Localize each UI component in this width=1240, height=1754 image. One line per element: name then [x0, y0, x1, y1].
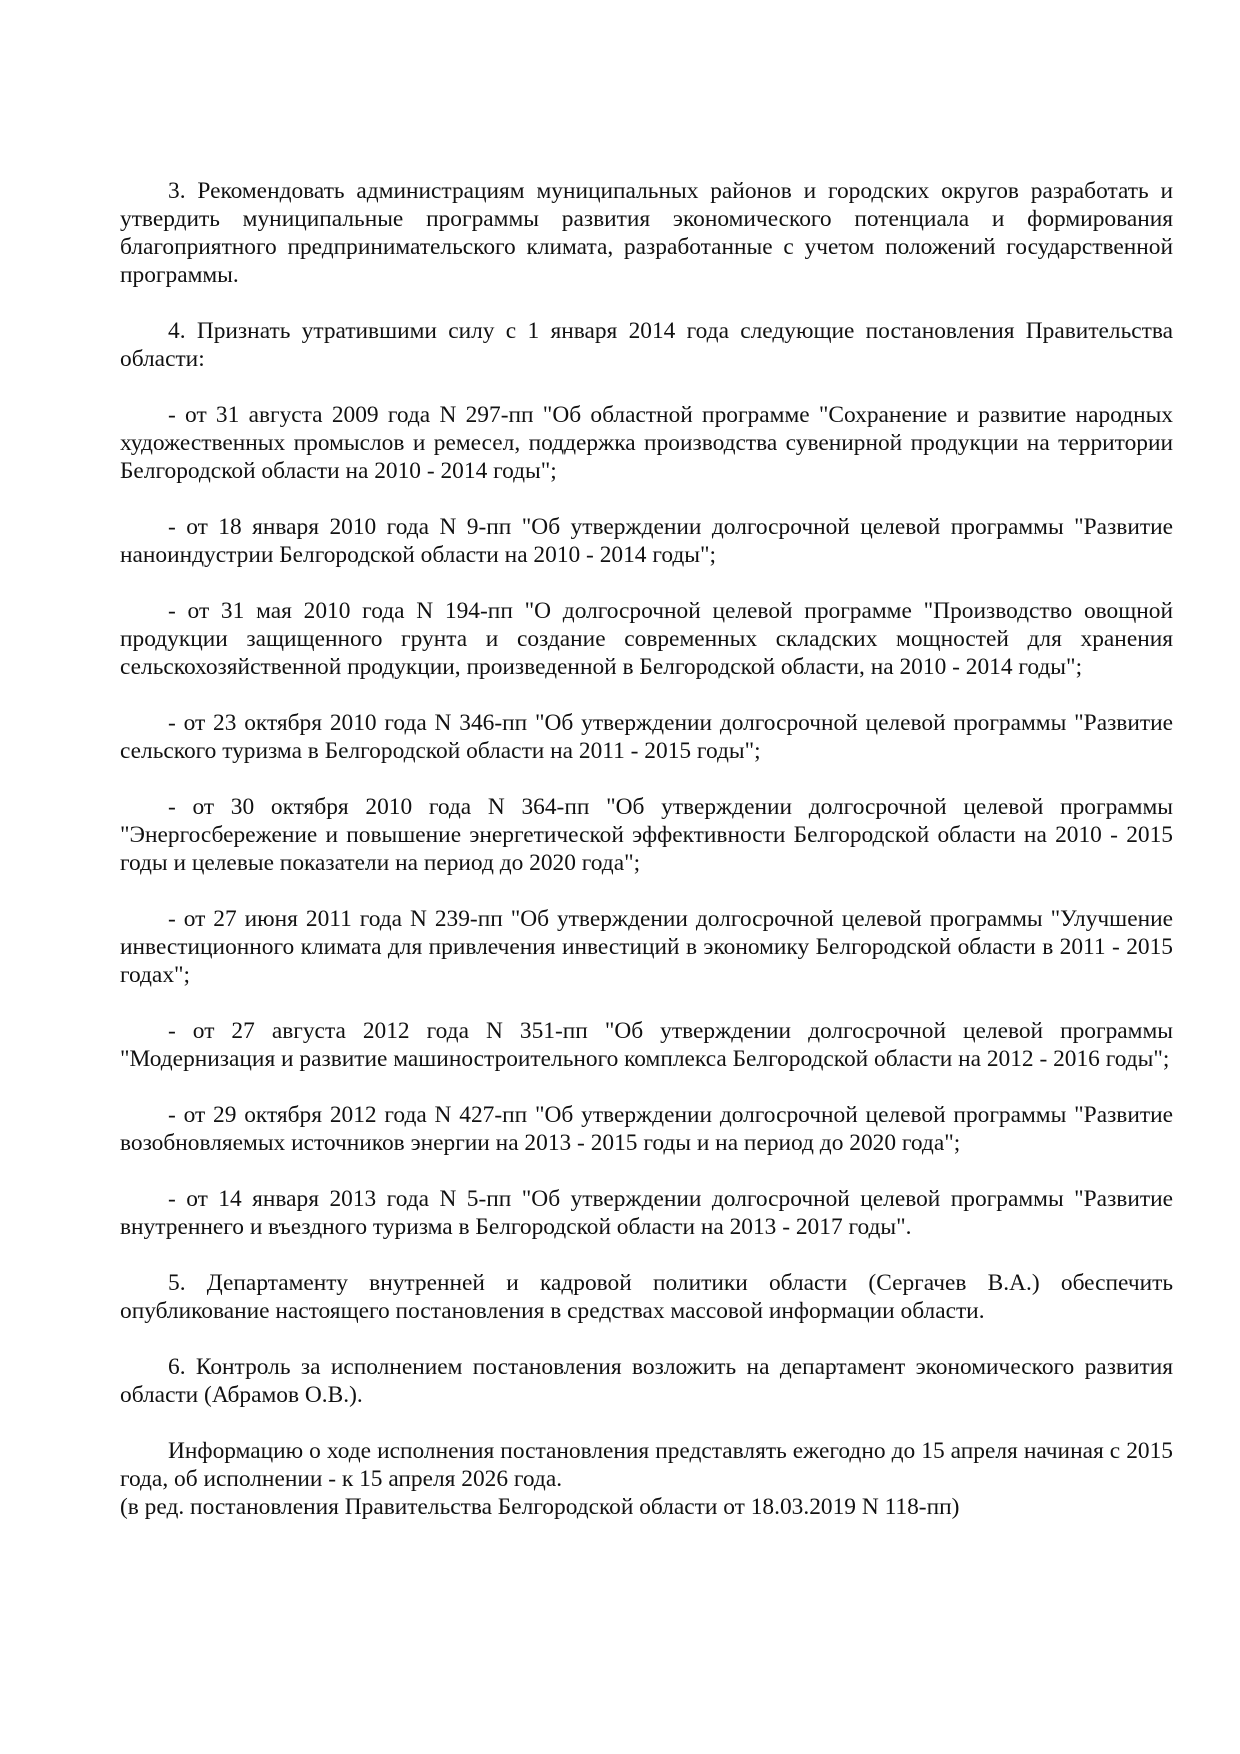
edition-note: (в ред. постановления Правительства Белгородской области от 18.03.2019 N 118-пп): [120, 1494, 960, 1520]
paragraph-item-6: 6. Контроль за исполнением постановления возложить на департамент экономического развития области (Абрамов О.В.).: [120, 1354, 1173, 1408]
paragraph-item-3: 3. Рекомендовать администрациям муниципальных районов и городских округов разработать и утвердить муниципальные программы развития экономического потенциала и формирования благоприятного предпринимательского климата, разработанные с учетом положений государственной программы.: [120, 178, 1173, 288]
repealed-decree-297: - от 31 августа 2009 года N 297-пп "Об областной программе "Сохранение и развитие народных художественных промыслов и ремесел, поддержка производства сувенирной продукции на территории Белгородской области на 2010 - 2014 годы";: [120, 402, 1173, 484]
document-page: [120, 177, 1173, 1521]
reporting-paragraph: Информацию о ходе исполнения постановления представлять ежегодно до 15 апреля начиная с 2015 года, об исполнении - к 15 апреля 2026 года.: [120, 1438, 1173, 1492]
repealed-decree-9: - от 18 января 2010 года N 9-пп "Об утверждении долгосрочной целевой программы "Развитие наноиндустрии Белгородской области на 2010 - 2014 годы";: [120, 514, 1173, 568]
repealed-decree-239: - от 27 июня 2011 года N 239-пп "Об утверждении долгосрочной целевой программы "Улучшение инвестиционного климата для привлечения инвестиций в экономику Белгородской области в 2011 - 2015 годах";: [120, 906, 1173, 988]
repealed-decree-364: - от 30 октября 2010 года N 364-пп "Об утверждении долгосрочной целевой программы "Энергосбережение и повышение энергетической эффективности Белгородской области на 2010 - 2015 годы и целевые показатели на период до 2020 года";: [120, 794, 1173, 876]
paragraph-item-4: 4. Признать утратившими силу с 1 января 2014 года следующие постановления Правительства области:: [120, 318, 1173, 372]
repealed-decree-346: - от 23 октября 2010 года N 346-пп "Об утверждении долгосрочной целевой программы "Развитие сельского туризма в Белгородской области на 2011 - 2015 годы";: [120, 710, 1173, 764]
paragraph-item-5: 5. Департаменту внутренней и кадровой политики области (Сергачев В.А.) обеспечить опубликование настоящего постановления в средствах массовой информации области.: [120, 1270, 1173, 1324]
repealed-decree-427: - от 29 октября 2012 года N 427-пп "Об утверждении долгосрочной целевой программы "Развитие возобновляемых источников энергии на 2013 - 2015 годы и на период до 2020 года";: [120, 1102, 1173, 1156]
repealed-decree-194: - от 31 мая 2010 года N 194-пп "О долгосрочной целевой программе "Производство овощной продукции защищенного грунта и создание современных складских мощностей для хранения сельскохозяйственной продукции, произведенной в Белгородской области, на 2010 - 2014 годы";: [120, 598, 1173, 680]
repealed-decree-351: - от 27 августа 2012 года N 351-пп "Об утверждении долгосрочной целевой программы "Модернизация и развитие машиностроительного комплекса Белгородской области на 2012 - 2016 годы";: [120, 1018, 1173, 1072]
repealed-decree-5: - от 14 января 2013 года N 5-пп "Об утверждении долгосрочной целевой программы "Развитие внутреннего и въездного туризма в Белгородской области на 2013 - 2017 годы".: [120, 1186, 1173, 1240]
